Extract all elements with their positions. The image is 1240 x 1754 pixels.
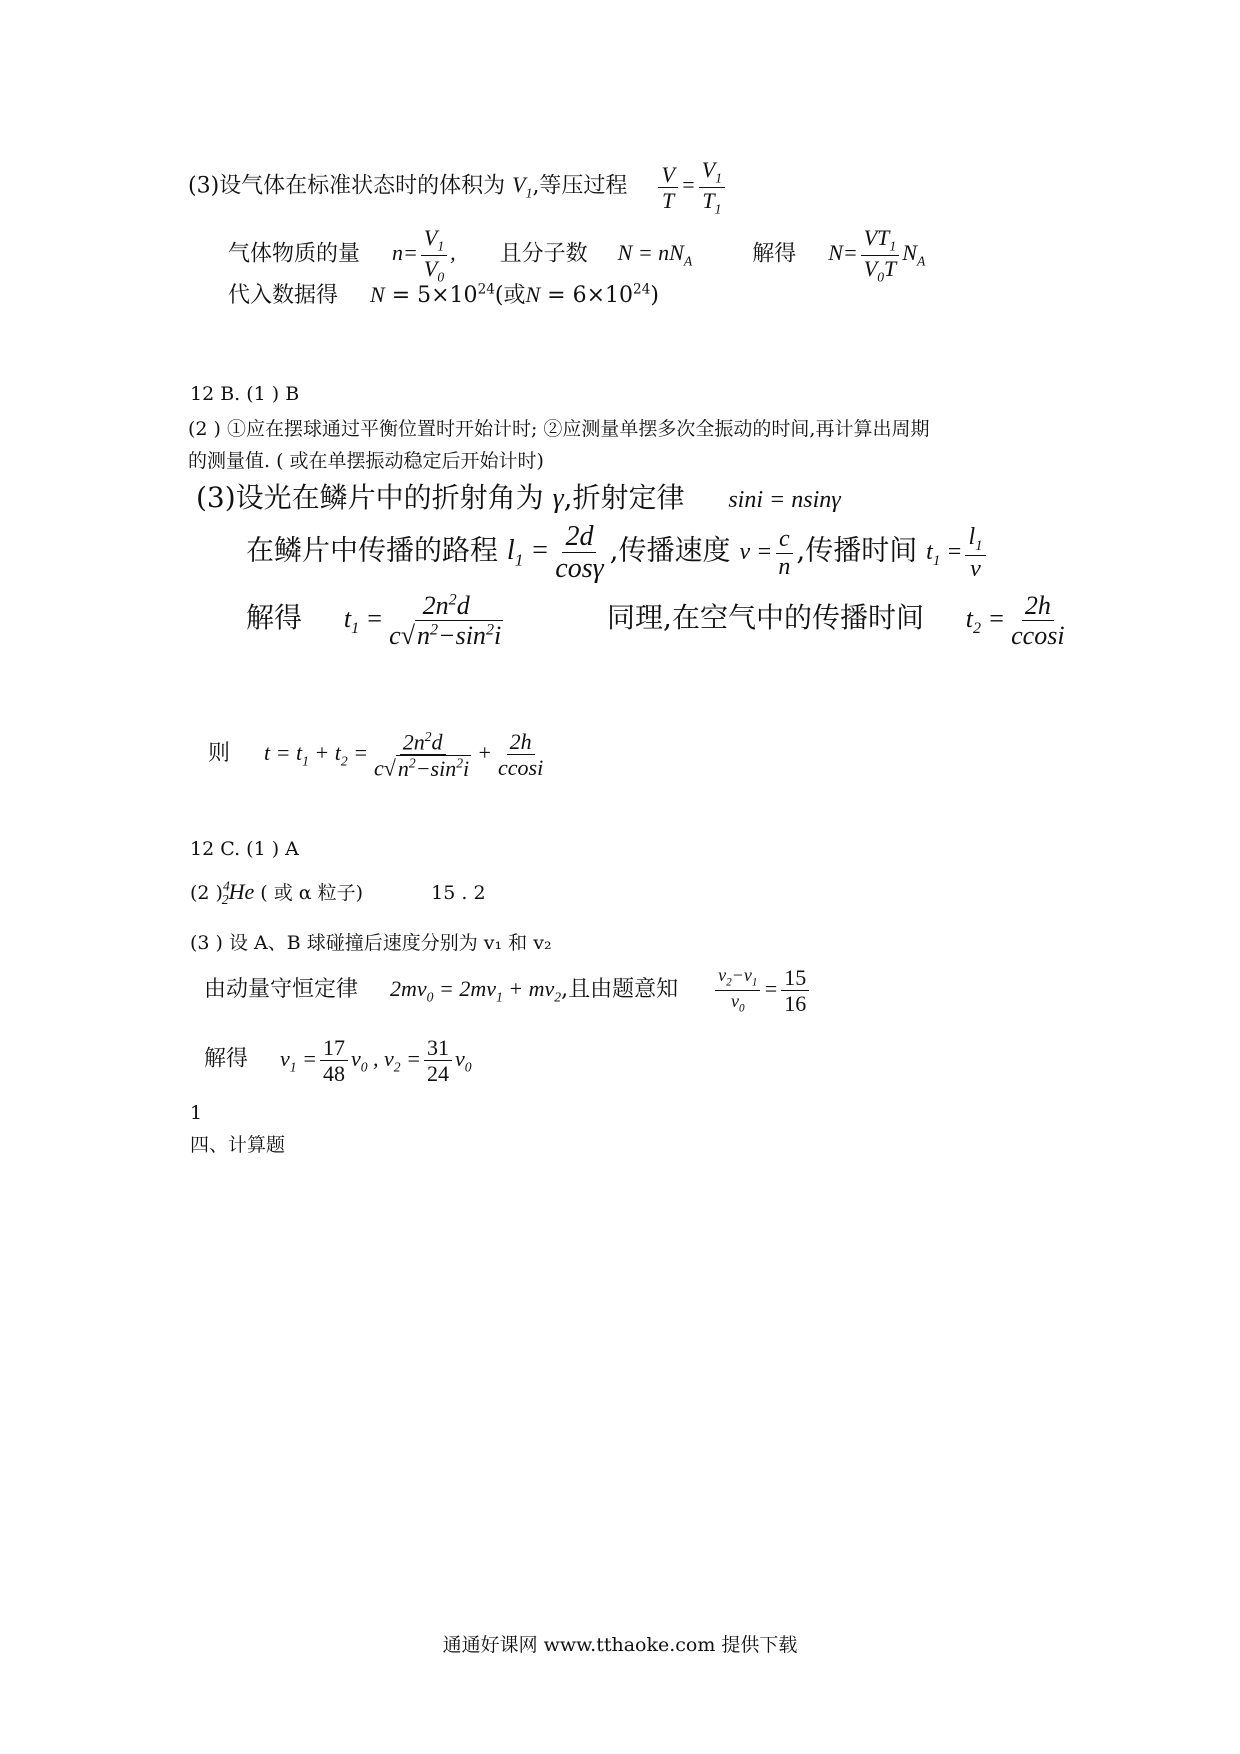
formula-speed: v = $\frac{c}{n}$ — [739, 539, 796, 565]
q12b-part3-line3 — [246, 592, 1071, 650]
q12b-time-text: ,传播时间 — [796, 533, 918, 567]
q12c-answer-value: 15 . 2 — [431, 882, 486, 904]
q12b-speed-text: ,传播速度 — [609, 533, 731, 567]
q11-moles-text: 气体物质的量 — [228, 241, 361, 267]
formula-t1: $t_1$ = $\frac{2n^2d}{c√n^2-\sin^2i}$ — [343, 591, 502, 651]
formula-molecules: $N = nN_A$ — [617, 240, 693, 269]
formula-moles: n= $\frac{V_1}{V_0}$ , — [392, 225, 456, 285]
q12b-part3-line1 — [196, 476, 841, 516]
formula-t2: $t_2$ = $\frac{2h}{ccosi}$ — [965, 591, 1065, 651]
page-number: 1 — [190, 1102, 203, 1124]
q12b-then-text: 则 — [208, 740, 231, 766]
section-title: 四、计算题 — [190, 1134, 286, 1156]
q12b-air-text: 同理,在空气中的传播时间 — [607, 600, 924, 634]
q12b-part2-line2: 的测量值. ( 或在单摆振动稳定后开始计时) — [188, 450, 544, 472]
q12c-condition-text: ,且由题意知 — [561, 976, 679, 1002]
q12c-part3-line3 — [204, 1036, 472, 1085]
q11-part3-text: (3)设气体在标准状态时的体积为 — [188, 173, 506, 199]
q11-or-text: (或 — [494, 283, 526, 308]
q12b-snell-text: ,折射定律 — [563, 481, 685, 514]
q11-part3-line1 — [188, 158, 728, 216]
q11-solve-text: 解得 — [752, 241, 797, 267]
q12c-part3-line1: (3 ) 设 A、B 球碰撞后速度分别为 v₁ 和 v₂ — [190, 932, 552, 954]
q12c-part3-line2 — [204, 966, 812, 1016]
q12c-part2 — [190, 878, 486, 908]
formula-v1: $V_1$ — [512, 172, 533, 201]
q11-close-text: ) — [650, 283, 659, 308]
q12b-refraction-text: (3)设光在鳞片中的折射角为 — [196, 481, 544, 514]
q11-part3-text-mid: ,等压过程 — [532, 173, 628, 199]
formula-velocities: $v_1$ = $\frac{17}{48}$ $v_0$ , $v_2$ = $\frac{31}{24}$ $v_0$ — [280, 1035, 472, 1087]
formula-momentum: $2mv_0 = 2mv_1 + mv_2$ — [390, 975, 562, 1005]
formula-ratio: $\frac{v_2-v_1}{v_0}$ = $\frac{15}{16}$ — [712, 976, 812, 1001]
formula-n-value1: N — [370, 282, 385, 307]
q12b-part3-line2 — [246, 522, 989, 584]
formula-isobaric: $\frac{V}{T}$ = $\frac{V_1}{T_1}$ — [655, 172, 728, 197]
q12b-part2-line1: (2 ) ①应在摆球通过平衡位置时开始计时; ②应测量单摆多次全振动的时间,再计算出周期 — [188, 418, 930, 440]
q12c-solve-text: 解得 — [204, 1046, 249, 1072]
formula-n-value2: N — [525, 282, 541, 307]
formula-snell: sini = nsinγ — [728, 487, 841, 513]
q12c-alpha-text: ( 或 α 粒子) — [260, 882, 364, 904]
formula-path: $l_1$ = $\frac{2d}{\cos\gamma}$ — [506, 521, 604, 585]
q11-part3-line2 — [228, 226, 925, 284]
formula-total-time: $t = t_1 + t_2$ = $\frac{2n^2d}{c√n^2-\sin^2i}$ + $\frac{2h}{ccosi}$ — [264, 729, 544, 781]
q11-part3-line3: 代入数据得 $N = 5\times 10^{24}$(或$N = 6\times 10^{24}$) — [228, 281, 659, 308]
formula-helium: $^4_2$He — [221, 878, 255, 908]
q12c-momentum-text: 由动量守恒定律 — [204, 976, 359, 1002]
footer: 通通好课网 www.tthaoke.com 提供下载 — [442, 1634, 798, 1656]
q12c-heading: 12 C. (1 ) A — [190, 838, 299, 860]
q12b-solve-text: 解得 — [246, 600, 303, 634]
q12b-heading: 12 B. (1 ) B — [190, 383, 300, 405]
q11-molecules-text: 且分子数 — [499, 241, 588, 267]
q12b-path-text: 在鳞片中传播的路程 — [246, 533, 499, 567]
formula-time: $t_1$ = $\frac{l_1}{v}$ — [926, 539, 988, 565]
formula-n-solution: N= $\frac{VT_1}{V_0T}$ $N_A$ — [828, 225, 926, 285]
q12b-part3-line4 — [208, 730, 549, 780]
formula-gamma: γ — [552, 483, 564, 514]
q12c-part2-label: (2 ) — [190, 882, 223, 904]
q11-substitute-text: 代入数据得 — [228, 283, 339, 308]
